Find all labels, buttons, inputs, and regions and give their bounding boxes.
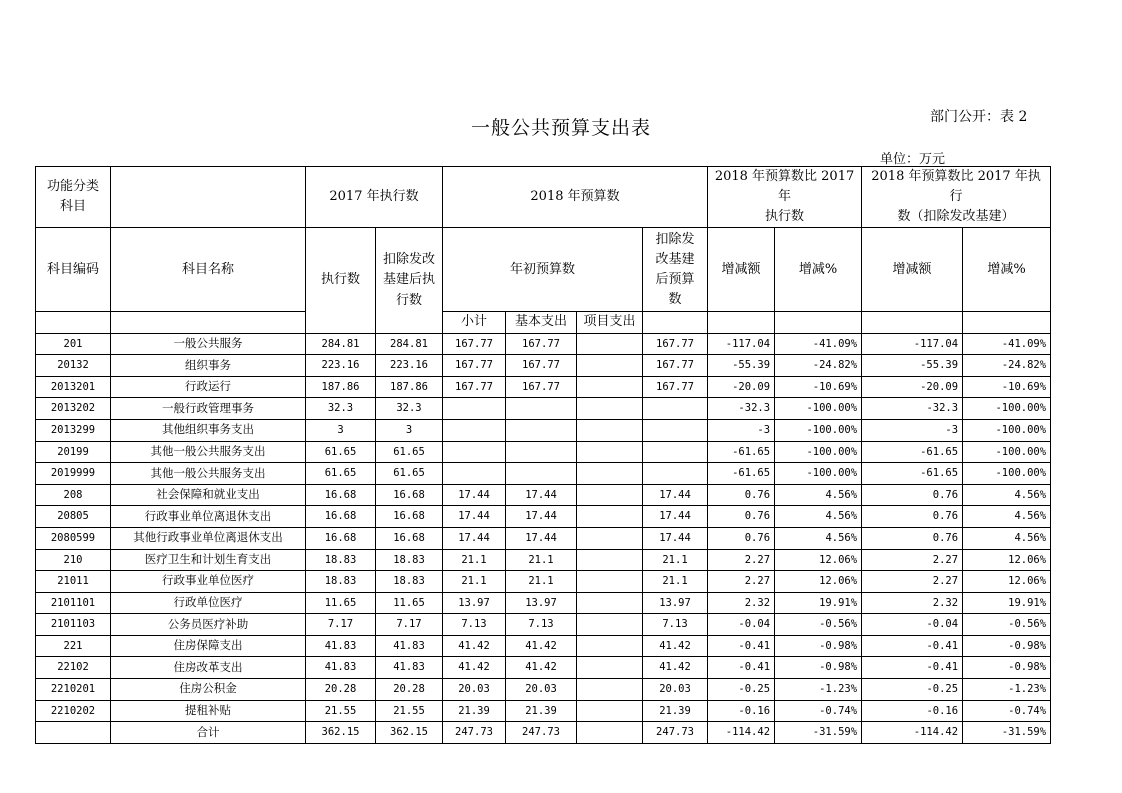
- row-exec-deducted: 16.68: [376, 527, 443, 549]
- row-subtotal: 247.73: [443, 722, 506, 744]
- row-subtotal: 21.1: [443, 549, 506, 571]
- header-change-percent: 增减%: [775, 228, 862, 312]
- row-change-percent-2: -0.98%: [963, 657, 1051, 679]
- row-basic: [506, 398, 577, 420]
- table-body: [36, 333, 1051, 743]
- row-change-percent-2: 12.06%: [963, 549, 1051, 571]
- row-subtotal: [443, 463, 506, 485]
- row-exec-deducted: 362.15: [376, 722, 443, 744]
- header-change-percent-2: 增减%: [963, 228, 1051, 312]
- row-change-amount: 2.27: [708, 549, 775, 571]
- row-budget-deducted: 41.42: [643, 635, 708, 657]
- row-code: 2080599: [36, 527, 111, 549]
- row-code: 22102: [36, 657, 111, 679]
- row-basic: 20.03: [506, 679, 577, 701]
- row-name: 其他行政事业单位离退休支出: [111, 527, 306, 549]
- row-change-percent-2: 4.56%: [963, 484, 1051, 506]
- row-change-amount-2: -32.3: [862, 398, 963, 420]
- row-change-percent-2: -0.98%: [963, 635, 1051, 657]
- row-change-percent: -24.82%: [775, 355, 862, 377]
- row-change-percent: 12.06%: [775, 549, 862, 571]
- header-name: 科目名称: [111, 228, 306, 312]
- row-budget-deducted: [643, 398, 708, 420]
- row-exec-deducted: 18.83: [376, 571, 443, 593]
- row-budget-deducted: 167.77: [643, 333, 708, 355]
- row-exec: 61.65: [306, 463, 376, 485]
- table-row: [36, 419, 1051, 441]
- row-subtotal: 13.97: [443, 592, 506, 614]
- row-name: 医疗卫生和计划生育支出: [111, 549, 306, 571]
- row-exec: 3: [306, 419, 376, 441]
- row-project: [577, 657, 643, 679]
- row-code: 2101103: [36, 614, 111, 636]
- row-change-percent: -10.69%: [775, 376, 862, 398]
- row-code: 20805: [36, 506, 111, 528]
- row-code: 2210201: [36, 679, 111, 701]
- row-change-percent: 12.06%: [775, 571, 862, 593]
- row-exec: 32.3: [306, 398, 376, 420]
- table-row: [36, 657, 1051, 679]
- row-code: 2019999: [36, 463, 111, 485]
- row-exec: 187.86: [306, 376, 376, 398]
- row-name: 公务员医疗补助: [111, 614, 306, 636]
- row-basic: 167.77: [506, 333, 577, 355]
- unit-label: 单位：万元: [880, 152, 946, 167]
- row-exec: 16.68: [306, 484, 376, 506]
- row-change-amount: -0.25: [708, 679, 775, 701]
- row-budget-deducted: 7.13: [643, 614, 708, 636]
- row-change-percent: -41.09%: [775, 333, 862, 355]
- row-project: [577, 527, 643, 549]
- row-change-percent-2: -10.69%: [963, 376, 1051, 398]
- row-change-percent: -100.00%: [775, 398, 862, 420]
- row-change-percent-2: -0.74%: [963, 700, 1051, 722]
- header-blank: [862, 312, 963, 333]
- row-change-amount: -3: [708, 419, 775, 441]
- row-project: [577, 592, 643, 614]
- header-compare-deducted: 2018 年预算数比 2017 年执行 数（扣除发改基建）: [862, 167, 1051, 228]
- row-exec-deducted: 61.65: [376, 441, 443, 463]
- table-row: [36, 463, 1051, 485]
- header-project: 项目支出: [577, 312, 643, 333]
- row-exec: 41.83: [306, 657, 376, 679]
- row-basic: 21.1: [506, 549, 577, 571]
- row-name: 社会保障和就业支出: [111, 484, 306, 506]
- row-change-percent-2: -100.00%: [963, 441, 1051, 463]
- row-basic: 21.39: [506, 700, 577, 722]
- table-row: [36, 592, 1051, 614]
- row-change-percent: -0.98%: [775, 657, 862, 679]
- row-subtotal: 20.03: [443, 679, 506, 701]
- row-name: 组织事务: [111, 355, 306, 377]
- row-change-amount: -117.04: [708, 333, 775, 355]
- row-change-amount: 2.32: [708, 592, 775, 614]
- row-subtotal: 7.13: [443, 614, 506, 636]
- row-exec-deducted: 21.55: [376, 700, 443, 722]
- row-change-amount: -55.39: [708, 355, 775, 377]
- row-project: [577, 484, 643, 506]
- row-code: 20132: [36, 355, 111, 377]
- row-project: [577, 614, 643, 636]
- row-budget-deducted: [643, 463, 708, 485]
- row-change-percent-2: -41.09%: [963, 333, 1051, 355]
- row-code: 210: [36, 549, 111, 571]
- header-compare-exec: 2018 年预算数比 2017 年 执行数: [708, 167, 862, 228]
- row-project: [577, 635, 643, 657]
- table-row: [36, 506, 1051, 528]
- row-name: 提租补贴: [111, 700, 306, 722]
- table-row: [36, 398, 1051, 420]
- row-budget-deducted: 17.44: [643, 484, 708, 506]
- row-exec: 16.68: [306, 527, 376, 549]
- row-subtotal: 21.39: [443, 700, 506, 722]
- row-change-amount-2: 2.27: [862, 549, 963, 571]
- row-change-percent: -0.56%: [775, 614, 862, 636]
- table-row: [36, 614, 1051, 636]
- header-blank: [963, 312, 1051, 333]
- row-subtotal: [443, 398, 506, 420]
- row-basic: 167.77: [506, 376, 577, 398]
- row-subtotal: 17.44: [443, 527, 506, 549]
- row-name: 住房改革支出: [111, 657, 306, 679]
- row-change-amount-2: -61.65: [862, 463, 963, 485]
- row-change-amount: -61.65: [708, 441, 775, 463]
- row-project: [577, 355, 643, 377]
- row-name: 其他一般公共服务支出: [111, 463, 306, 485]
- row-change-percent-2: -24.82%: [963, 355, 1051, 377]
- row-project: [577, 700, 643, 722]
- row-code: 2013202: [36, 398, 111, 420]
- row-budget-deducted: 17.44: [643, 527, 708, 549]
- row-change-percent: -0.74%: [775, 700, 862, 722]
- row-name: 行政运行: [111, 376, 306, 398]
- row-project: [577, 419, 643, 441]
- row-basic: 13.97: [506, 592, 577, 614]
- row-change-amount-2: -117.04: [862, 333, 963, 355]
- table-row: [36, 441, 1051, 463]
- row-change-percent-2: 19.91%: [963, 592, 1051, 614]
- row-basic: 41.42: [506, 657, 577, 679]
- row-subtotal: 41.42: [443, 657, 506, 679]
- row-exec: 284.81: [306, 333, 376, 355]
- row-change-percent-2: -31.59%: [963, 722, 1051, 744]
- row-basic: 17.44: [506, 506, 577, 528]
- row-basic: 7.13: [506, 614, 577, 636]
- row-budget-deducted: 13.97: [643, 592, 708, 614]
- row-basic: [506, 441, 577, 463]
- row-name: 一般行政管理事务: [111, 398, 306, 420]
- table-row: [36, 679, 1051, 701]
- row-budget-deducted: 21.1: [643, 549, 708, 571]
- table-row: [36, 333, 1051, 355]
- row-change-amount: -32.3: [708, 398, 775, 420]
- table-row: [36, 355, 1051, 377]
- row-exec: 18.83: [306, 549, 376, 571]
- row-change-amount-2: -55.39: [862, 355, 963, 377]
- row-change-amount: -114.42: [708, 722, 775, 744]
- row-subtotal: 167.77: [443, 333, 506, 355]
- row-exec: 16.68: [306, 506, 376, 528]
- row-code: 2013201: [36, 376, 111, 398]
- row-budget-deducted: 21.1: [643, 571, 708, 593]
- row-change-amount: -0.16: [708, 700, 775, 722]
- row-change-percent-2: 4.56%: [963, 506, 1051, 528]
- row-change-amount-2: -61.65: [862, 441, 963, 463]
- row-change-amount-2: -0.25: [862, 679, 963, 701]
- row-exec: 21.55: [306, 700, 376, 722]
- row-exec: 11.65: [306, 592, 376, 614]
- row-subtotal: [443, 419, 506, 441]
- row-change-percent: -31.59%: [775, 722, 862, 744]
- row-subtotal: [443, 441, 506, 463]
- row-exec: 18.83: [306, 571, 376, 593]
- row-budget-deducted: 41.42: [643, 657, 708, 679]
- row-basic: 41.42: [506, 635, 577, 657]
- row-code: 208: [36, 484, 111, 506]
- header-subtotal: 小计: [443, 312, 506, 333]
- row-change-percent: -100.00%: [775, 419, 862, 441]
- table-row: [36, 527, 1051, 549]
- row-project: [577, 571, 643, 593]
- row-change-percent: 4.56%: [775, 506, 862, 528]
- header-exec: 执行数: [306, 228, 376, 333]
- row-project: [577, 333, 643, 355]
- row-exec-deducted: 41.83: [376, 635, 443, 657]
- header-change-amount-2: 增减额: [862, 228, 963, 312]
- row-change-amount: 0.76: [708, 527, 775, 549]
- table-row: [36, 635, 1051, 657]
- row-change-amount-2: -3: [862, 419, 963, 441]
- row-change-amount: -0.41: [708, 657, 775, 679]
- header-blank: [36, 312, 111, 333]
- table-row: [36, 700, 1051, 722]
- row-name: 行政事业单位离退休支出: [111, 506, 306, 528]
- row-name: 住房公积金: [111, 679, 306, 701]
- row-exec: 20.28: [306, 679, 376, 701]
- row-change-amount: 2.27: [708, 571, 775, 593]
- table-row: [36, 571, 1051, 593]
- row-name: 其他组织事务支出: [111, 419, 306, 441]
- row-exec-deducted: 16.68: [376, 484, 443, 506]
- header-budget-deducted: 扣除发 改基建 后预算 数: [643, 228, 708, 312]
- header-blank: [111, 167, 306, 228]
- row-change-percent-2: -100.00%: [963, 419, 1051, 441]
- row-exec-deducted: 20.28: [376, 679, 443, 701]
- row-change-percent: -0.98%: [775, 635, 862, 657]
- table-row: [36, 549, 1051, 571]
- header-budget-2018: 2018 年预算数: [443, 167, 708, 228]
- row-change-percent-2: -1.23%: [963, 679, 1051, 701]
- row-budget-deducted: 167.77: [643, 376, 708, 398]
- row-exec: 7.17: [306, 614, 376, 636]
- row-change-percent: 4.56%: [775, 527, 862, 549]
- table-row: [36, 484, 1051, 506]
- row-exec-deducted: 61.65: [376, 463, 443, 485]
- row-change-percent: 19.91%: [775, 592, 862, 614]
- header-initial-budget: 年初预算数: [443, 228, 643, 312]
- header-func-class: 功能分类 科目: [36, 167, 111, 228]
- header-blank: [708, 312, 775, 333]
- header-code: 科目编码: [36, 228, 111, 312]
- row-change-amount-2: -0.16: [862, 700, 963, 722]
- row-subtotal: 17.44: [443, 506, 506, 528]
- header-blank: [775, 312, 862, 333]
- row-change-amount-2: 0.76: [862, 506, 963, 528]
- row-basic: 17.44: [506, 527, 577, 549]
- row-change-amount: -20.09: [708, 376, 775, 398]
- row-budget-deducted: [643, 441, 708, 463]
- row-exec: 223.16: [306, 355, 376, 377]
- row-project: [577, 398, 643, 420]
- row-change-percent-2: 12.06%: [963, 571, 1051, 593]
- table-row: [36, 722, 1051, 744]
- row-change-amount-2: -20.09: [862, 376, 963, 398]
- row-change-percent: -1.23%: [775, 679, 862, 701]
- row-name: 其他一般公共服务支出: [111, 441, 306, 463]
- row-subtotal: 167.77: [443, 355, 506, 377]
- row-exec-deducted: 32.3: [376, 398, 443, 420]
- row-budget-deducted: 20.03: [643, 679, 708, 701]
- header-change-amount: 增减额: [708, 228, 775, 312]
- row-exec: 61.65: [306, 441, 376, 463]
- row-name: 行政单位医疗: [111, 592, 306, 614]
- row-name: 住房保障支出: [111, 635, 306, 657]
- row-subtotal: 167.77: [443, 376, 506, 398]
- row-project: [577, 376, 643, 398]
- budget-table: [35, 166, 1051, 744]
- row-exec: 362.15: [306, 722, 376, 744]
- header-blank: [643, 312, 708, 333]
- header-exec-deducted: 扣除发改 基建后执 行数: [376, 228, 443, 333]
- header-exec-2017: 2017 年执行数: [306, 167, 443, 228]
- row-name: 合计: [111, 722, 306, 744]
- row-code: 221: [36, 635, 111, 657]
- row-change-percent-2: -100.00%: [963, 398, 1051, 420]
- row-exec-deducted: 11.65: [376, 592, 443, 614]
- row-exec-deducted: 7.17: [376, 614, 443, 636]
- row-change-amount-2: -0.04: [862, 614, 963, 636]
- row-exec-deducted: 187.86: [376, 376, 443, 398]
- row-code: [36, 722, 111, 744]
- row-change-percent-2: -0.56%: [963, 614, 1051, 636]
- page-title: 一般公共预算支出表: [470, 117, 651, 139]
- row-subtotal: 17.44: [443, 484, 506, 506]
- row-change-amount: -0.04: [708, 614, 775, 636]
- table-row: [36, 376, 1051, 398]
- row-change-amount-2: -0.41: [862, 635, 963, 657]
- row-change-amount: -61.65: [708, 463, 775, 485]
- row-budget-deducted: 17.44: [643, 506, 708, 528]
- row-subtotal: 41.42: [443, 635, 506, 657]
- row-exec-deducted: 16.68: [376, 506, 443, 528]
- row-project: [577, 549, 643, 571]
- row-budget-deducted: [643, 419, 708, 441]
- row-project: [577, 441, 643, 463]
- row-exec-deducted: 41.83: [376, 657, 443, 679]
- row-change-percent: 4.56%: [775, 484, 862, 506]
- row-budget-deducted: 247.73: [643, 722, 708, 744]
- row-change-percent-2: 4.56%: [963, 527, 1051, 549]
- row-exec-deducted: 223.16: [376, 355, 443, 377]
- row-change-percent-2: -100.00%: [963, 463, 1051, 485]
- row-code: 2101101: [36, 592, 111, 614]
- row-project: [577, 679, 643, 701]
- row-basic: 17.44: [506, 484, 577, 506]
- row-change-percent: -100.00%: [775, 463, 862, 485]
- table-header: [36, 167, 1051, 334]
- row-change-amount: -0.41: [708, 635, 775, 657]
- row-change-amount-2: 0.76: [862, 484, 963, 506]
- header-basic: 基本支出: [506, 312, 577, 333]
- row-change-amount: 0.76: [708, 506, 775, 528]
- row-project: [577, 506, 643, 528]
- row-basic: [506, 419, 577, 441]
- row-basic: 21.1: [506, 571, 577, 593]
- row-exec-deducted: 284.81: [376, 333, 443, 355]
- row-budget-deducted: 167.77: [643, 355, 708, 377]
- row-code: 2210202: [36, 700, 111, 722]
- row-budget-deducted: 21.39: [643, 700, 708, 722]
- row-change-percent: -100.00%: [775, 441, 862, 463]
- row-code: 2013299: [36, 419, 111, 441]
- row-name: 一般公共服务: [111, 333, 306, 355]
- row-project: [577, 722, 643, 744]
- row-basic: 167.77: [506, 355, 577, 377]
- row-exec-deducted: 3: [376, 419, 443, 441]
- row-code: 201: [36, 333, 111, 355]
- row-change-amount-2: -114.42: [862, 722, 963, 744]
- row-basic: [506, 463, 577, 485]
- row-change-amount-2: 2.27: [862, 571, 963, 593]
- row-name: 行政事业单位医疗: [111, 571, 306, 593]
- document-tag: 部门公开：表 2: [930, 109, 1028, 125]
- row-exec: 41.83: [306, 635, 376, 657]
- row-basic: 247.73: [506, 722, 577, 744]
- row-change-amount-2: -0.41: [862, 657, 963, 679]
- row-change-amount-2: 2.32: [862, 592, 963, 614]
- row-change-amount: 0.76: [708, 484, 775, 506]
- row-project: [577, 463, 643, 485]
- row-code: 20199: [36, 441, 111, 463]
- row-change-amount-2: 0.76: [862, 527, 963, 549]
- row-subtotal: 21.1: [443, 571, 506, 593]
- row-exec-deducted: 18.83: [376, 549, 443, 571]
- header-blank: [111, 312, 306, 333]
- row-code: 21011: [36, 571, 111, 593]
